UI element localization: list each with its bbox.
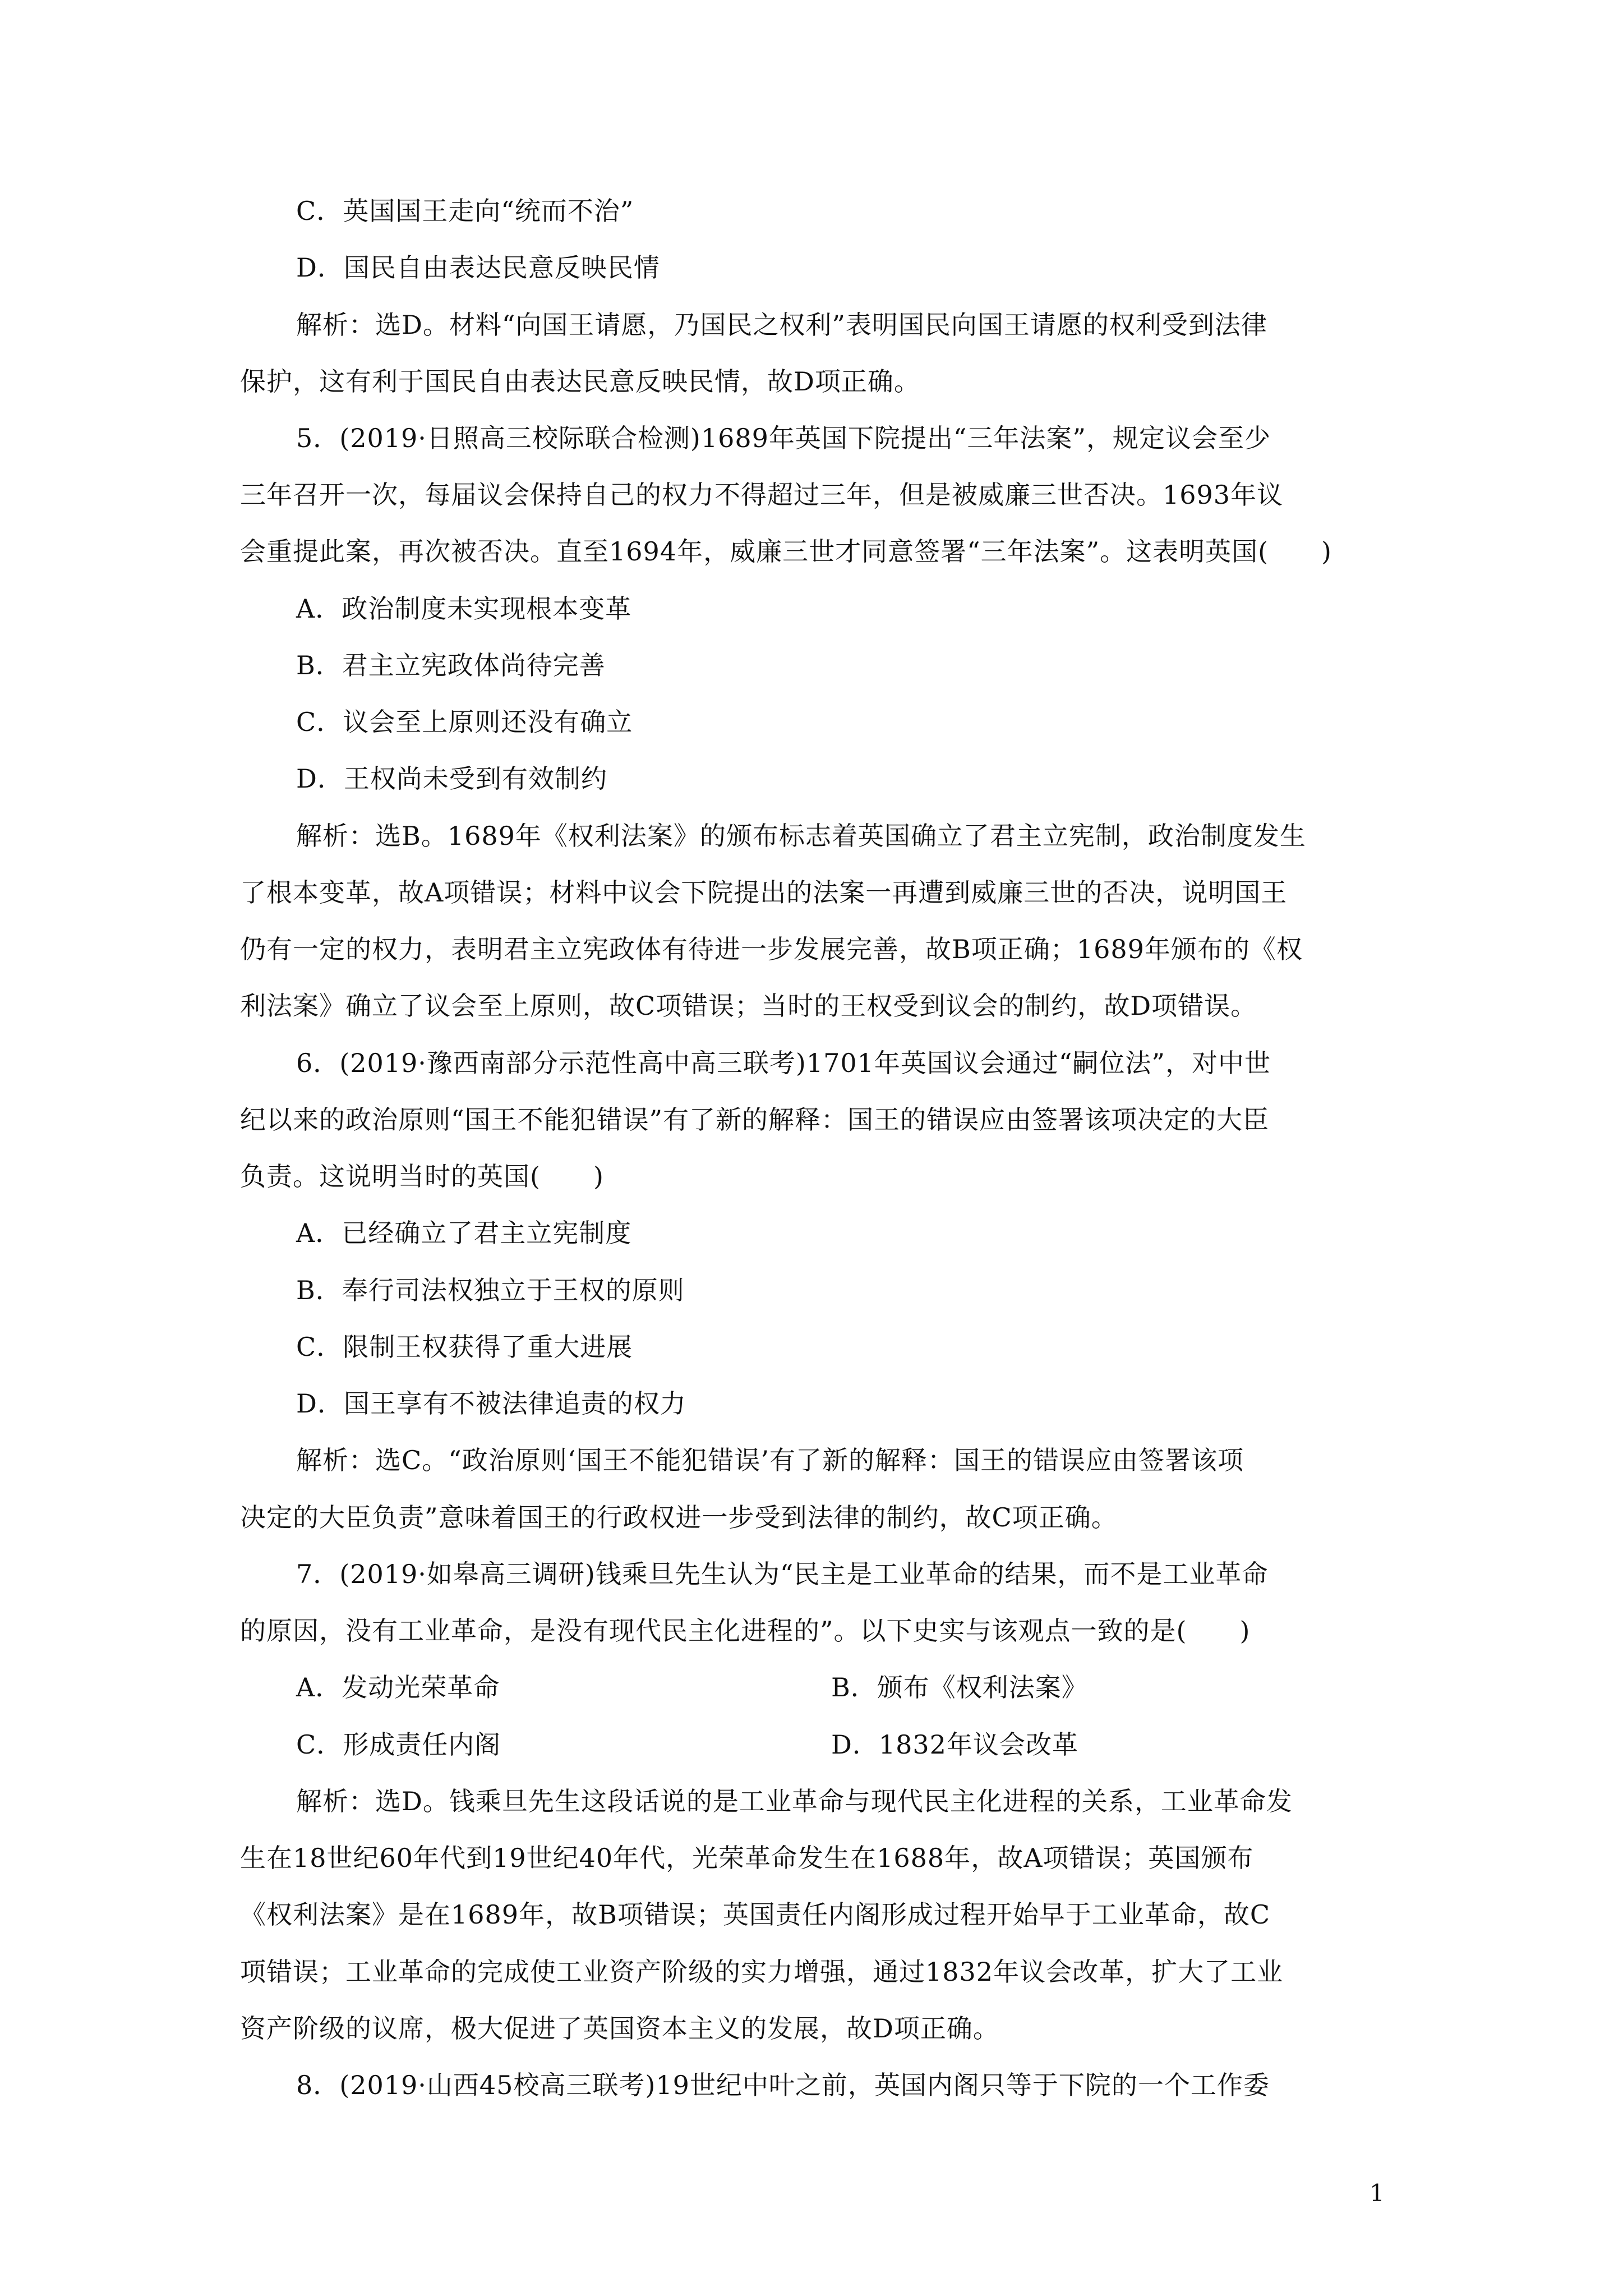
q6-analysis-line-2: 决定的大臣负责”意味着国王的行政权进一步受到法律的制约，故C项正确。 [240,1502,1118,1533]
q7-analysis-line-2: 生在18世纪60年代到19世纪40年代，光荣革命发生在1688年，故A项错误；英国颁布 [240,1843,1254,1873]
q6-option-d: D．国王享有不被法律追责的权力 [296,1388,686,1419]
q4-analysis-line-1: 解析：选D。材料“向国王请愿，乃国民之权利”表明国民向国王请愿的权利受到法律 [296,310,1267,340]
q6-analysis-line-1: 解析：选C。“政治原则‘国王不能犯错误’有了新的解释：国王的错误应由签署该项 [296,1445,1244,1475]
q5-option-a: A．政治制度未实现根本变革 [296,593,632,624]
q6-stem-line-2: 纪以来的政治原则“国王不能犯错误”有了新的解释：国王的错误应由签署该项决定的大臣 [240,1105,1270,1135]
q7-analysis-line-4: 项错误；工业革命的完成使工业资产阶级的实力增强，通过1832年议会改革，扩大了工业 [240,1957,1284,1987]
q6-stem-line-1: 6．(2019·豫西南部分示范性高中高三联考)1701年英国议会通过“嗣位法”，对中世 [296,1048,1271,1078]
q5-stem-line-3: 会重提此案，再次被否决。直至1694年，威廉三世才同意签署“三年法案”。这表明英国( ) [240,536,1332,567]
q7-option-d: D．1832年议会改革 [831,1729,1078,1760]
q5-analysis-line-4: 利法案》确立了议会至上原则，故C项错误；当时的王权受到议会的制约，故D项错误。 [240,991,1257,1021]
q7-stem-line-2: 的原因，没有工业革命，是没有现代民主化进程的”。以下史实与该观点一致的是( ) [240,1616,1251,1646]
q7-option-c: C．形成责任内阁 [296,1729,501,1760]
q4-option-c: C．英国国王走向“统而不治” [296,196,634,226]
q7-option-b: B．颁布《权利法案》 [831,1672,1088,1703]
q6-option-a: A．已经确立了君主立宪制度 [296,1218,632,1248]
q7-analysis-line-5: 资产阶级的议席，极大促进了英国资本主义的发展，故D项正确。 [240,2013,999,2044]
q5-option-c: C．议会至上原则还没有确立 [296,707,633,737]
q4-analysis-line-2: 保护，这有利于国民自由表达民意反映民情，故D项正确。 [240,366,920,397]
q6-option-b: B．奉行司法权独立于王权的原则 [296,1275,685,1305]
q5-analysis-line-2: 了根本变革，故A项错误；材料中议会下院提出的法案一再遭到威廉三世的否决，说明国王 [240,877,1288,908]
q5-stem-line-1: 5．(2019·日照高三校际联合检测)1689年英国下院提出“三年法案”，规定议会至少 [296,423,1271,453]
page-number: 1 [1370,2179,1385,2207]
q5-option-b: B．君主立宪政体尚待完善 [296,650,606,680]
q5-stem-line-2: 三年召开一次，每届议会保持自己的权力不得超过三年，但是被威廉三世否决。1693年议 [240,480,1284,510]
q5-analysis-line-1: 解析：选B。1689年《权利法案》的颁布标志着英国确立了君主立宪制，政治制度发生 [296,821,1306,851]
q5-analysis-line-3: 仍有一定的权力，表明君主立宪政体有待进一步发展完善，故B项正确；1689年颁布的《权 [240,934,1303,964]
q6-option-c: C．限制王权获得了重大进展 [296,1332,633,1362]
q7-stem-line-1: 7．(2019·如皋高三调研)钱乘旦先生认为“民主是工业革命的结果，而不是工业革命 [296,1559,1269,1589]
q7-analysis-line-1: 解析：选D。钱乘旦先生这段话说的是工业革命与现代民主化进程的关系，工业革命发 [296,1786,1293,1816]
q8-stem-line-1: 8．(2019·山西45校高三联考)19世纪中叶之前，英国内阁只等于下院的一个工作委 [296,2070,1270,2100]
q4-option-d: D．国民自由表达民意反映民情 [296,252,660,283]
q7-analysis-line-3: 《权利法案》是在1689年，故B项错误；英国责任内阁形成过程开始早于工业革命，故C [240,1899,1271,1930]
q6-stem-line-3: 负责。这说明当时的英国( ) [240,1161,604,1191]
q5-option-d: D．王权尚未受到有效制约 [296,763,607,794]
q7-option-a: A．发动光荣革命 [296,1672,500,1703]
